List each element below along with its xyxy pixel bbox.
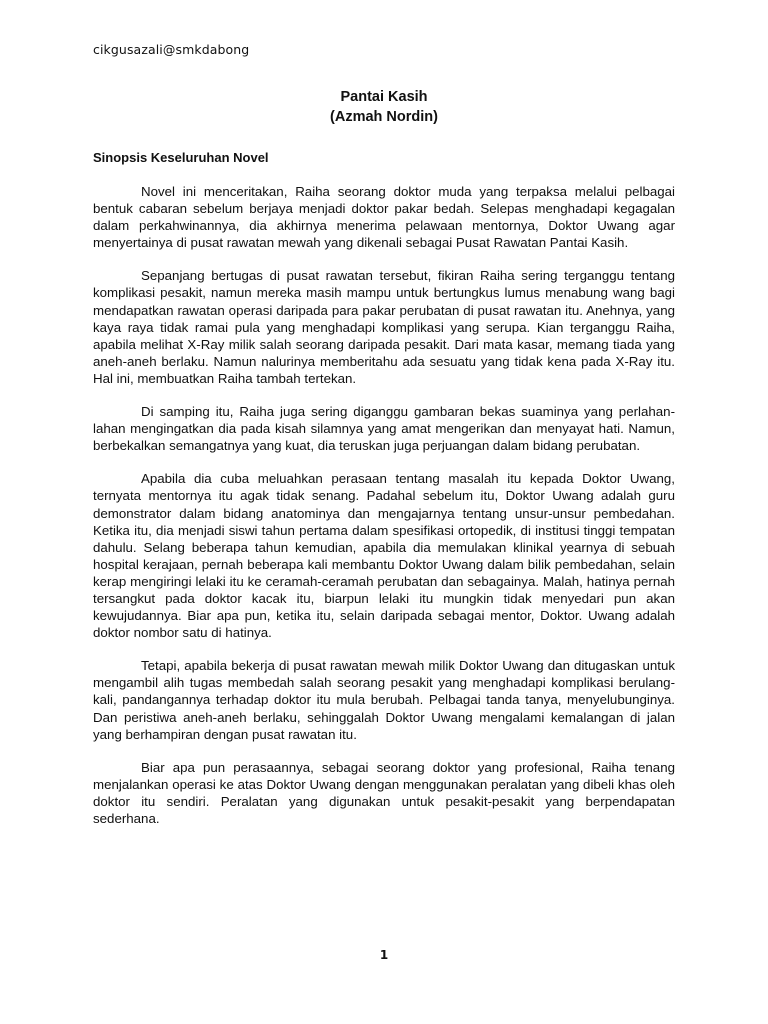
document-title: Pantai Kasih [340, 89, 428, 105]
paragraph-6: Biar apa pun perasaannya, sebagai seorang doktor yang profesional, Raiha tenang menjalankan operasi ke atas Doktor Uwang dengan menggunakan peralatan yang dibeli khas oleh doktor itu sendiri. Peralatan yang digunakan untuk pesakit-pesakit yang berpendapatan sederhana. [93, 759, 675, 826]
document-title-block [0, 87, 768, 127]
paragraph-1: Novel ini menceritakan, Raiha seorang doktor muda yang terpaksa melalui pelbagai bentuk cabaran sebelum berjaya menjadi doktor pakar bedah. Selepas menghadapi kegagalan dalam perkahwinannya, dia akhirnya menerima pelawaan mentornya, Doktor Uwang agar menyertainya di pusat rawatan mewah yang dikenali sebagai Pusat Rawatan Pantai Kasih. [93, 184, 675, 251]
body-text [93, 183, 675, 843]
author-tag: cikgusazali@smkdabong [93, 42, 250, 57]
paragraph-3: Di samping itu, Raiha juga sering diganggu gambaran bekas suaminya yang perlahan-lahan mengingatkan dia pada kisah silamnya yang amat mengerikan dan menyayat hati. Namun, berbekalkan semangatnya yang kuat, dia teruskan juga perjuangan dalam bidang perubatan. [93, 404, 675, 454]
document-subtitle: (Azmah Nordin) [330, 109, 438, 125]
page-number: 1 [379, 948, 389, 962]
paragraph-5: Tetapi, apabila bekerja di pusat rawatan mewah milik Doktor Uwang dan ditugaskan untuk mengambil alih tugas membedah salah seorang pesakit yang menghadapi komplikasi berulang-kali, pandangannya terhadap doktor itu mula berubah. Pelbagai tanda tanya, menyelubunginya. Dan peristiwa aneh-aneh berlaku, sehinggalah Doktor Uwang mengalami kemalangan di jalan yang berhampiran dengan pusat rawatan itu. [93, 658, 675, 742]
paragraph-2: Sepanjang bertugas di pusat rawatan tersebut, fikiran Raiha sering terganggu tentang komplikasi pesakit, namun mereka masih mampu untuk bertungkus lumus menabung wang bagi mendapatkan rawatan operasi daripada para pakar perubatan di pusat rawatan itu. Anehnya, yang kaya raya tidak ramai pula yang menghadapi komplikasi yang serupa. Kian terganggu Raiha, apabila melihat X-Ray milik salah seorang daripada pesakit. Dari mata kasar, memang tiada yang aneh-aneh berlaku. Namun nalurinya memberitahu ada sesuatu yang tidak kena pada X-Ray itu. Hal ini, membuatkan Raiha tambah tertekan. [93, 268, 675, 386]
paragraph-4: Apabila dia cuba meluahkan perasaan tentang masalah itu kepada Doktor Uwang, ternyata mentornya itu agak tidak senang. Padahal sebelum itu, Doktor Uwang adalah guru demonstrator dalam bidang anatominya dan mengajarnya tentang unsur-unsur pembedahan. Ketika itu, dia menjadi siswi tahun pertama dalam spesifikasi ortopedik, di institusi tinggi tempatan dahulu. Selang beberapa tahun kemudian, apabila dia memulakan klinikal yearnya di sebuah hospital kerajaan, pernah beberapa kali membantu Doktor Uwang dalam bilik pembedahan, selain kerap mengiringi lelaki itu ke ceramah-ceramah perubatan dan sebagainya. Malah, hatinya pernah tersangkut pada doktor kacak itu, biarpun lelaki itu mungkin tidak menyedari pun akan kewujudannya. Biar apa pun, ketika itu, selain daripada sebagai mentor, Doktor. Uwang adalah doktor nombor satu di hatinya. [93, 471, 675, 641]
section-heading: Sinopsis Keseluruhan Novel [93, 150, 269, 165]
